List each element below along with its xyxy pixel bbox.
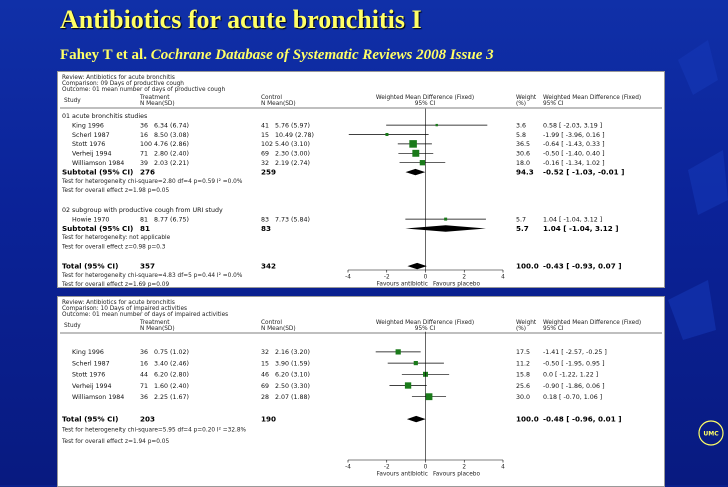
weight-percent: 3.6 — [516, 122, 527, 130]
control-n: 41 — [261, 122, 270, 130]
treatment-n: 16 — [140, 131, 149, 139]
forest-plot-2-svg — [58, 297, 664, 486]
total-row-label: Total (95% CI) — [62, 261, 119, 271]
treatment-n: 36 — [140, 394, 149, 401]
x-axis-tick-label: -2 — [383, 464, 390, 471]
wmd-ci-value: -0.16 [ -1.34, 1.02 ] — [543, 160, 605, 167]
treatment-n: 71 — [140, 150, 149, 158]
header-treatment-sub: N Mean(SD) — [140, 326, 175, 332]
header-treatment-sub: N Mean(SD) — [140, 101, 175, 107]
treatment-n: 81 — [140, 216, 149, 224]
header-weight-unit: (%) — [516, 326, 527, 332]
pooled-effect-diamond — [406, 169, 426, 175]
control-mean-sd: 5.76 (5.97) — [275, 122, 310, 130]
header-wmd-values: Weighted Mean Difference (Fixed) — [543, 95, 642, 101]
control-mean-sd: 5.40 (3.10) — [275, 141, 310, 149]
control-n: 69 — [261, 382, 270, 390]
favours-antibiotic-label: Favours antibiotic — [376, 471, 428, 478]
wmd-ci-value: 1.04 [ -1.04, 3.12 ] — [543, 223, 619, 233]
comparison-title: Comparison: 09 Days of productive cough — [62, 81, 184, 87]
test-note: Test for heterogeneity chi-square=5.95 df=4 p=0.20 I² =32.8% — [62, 427, 247, 434]
x-axis-tick-label: -4 — [345, 274, 351, 281]
outcome-title: Outcome: 01 mean number of days of productive cough — [62, 87, 226, 93]
x-axis-tick-label: 0 — [423, 274, 428, 281]
wmd-ci-value: -0.50 [ -1.95, 0.95 ] — [543, 360, 605, 368]
wmd-ci-value: -0.64 [ -1.43, 0.33 ] — [543, 141, 605, 149]
test-note: Test for heterogeneity: not applicable — [62, 235, 171, 242]
treatment-n: 16 — [140, 360, 149, 368]
wmd-ci-value: -0.52 [ -1.03, -0.01 ] — [543, 167, 625, 177]
wmd-ci-value: -0.90 [ -1.86, 0.06 ] — [543, 382, 605, 390]
total-row-label: Total (95% CI) — [62, 414, 119, 424]
weight-percent: 11.2 — [516, 360, 531, 368]
control-mean-sd: 2.16 (3.20) — [275, 349, 310, 357]
header-weight: Weight — [516, 95, 537, 101]
treatment-n: 36 — [140, 349, 149, 357]
header-wmd: Weighted Mean Difference (Fixed) — [375, 320, 475, 326]
study-row-label: Stott 1976 — [72, 371, 106, 379]
control-n: 32 — [261, 160, 270, 167]
header-wmd-values-ci: 95% CI — [543, 326, 564, 332]
control-mean-sd: 2.50 (3.30) — [275, 382, 310, 390]
wmd-ci-value: -1.41 [ -2.57, -0.25 ] — [543, 349, 607, 357]
effect-marker — [426, 393, 433, 400]
effect-marker — [396, 349, 401, 354]
control-n: 102 — [261, 141, 274, 149]
comparison-title: Comparison: 10 Days of impaired activities — [62, 306, 188, 312]
header-wmd-values-ci: 95% CI — [543, 101, 564, 107]
control-n: 28 — [261, 394, 270, 401]
treatment-mean-sd: 1.60 (2.40) — [154, 382, 189, 390]
test-note: Test for overall effect z=1.98 p=0.05 — [62, 188, 170, 195]
test-note: Test for heterogeneity chi-square=4.83 df=5 p=0.44 I² =0.0% — [62, 272, 243, 279]
subtitle-source: Cochrane Database of Systematic Reviews 2008 Issue 3 — [150, 47, 494, 63]
treatment-n: 203 — [140, 414, 156, 424]
control-n: 83 — [261, 223, 272, 233]
effect-marker — [385, 133, 388, 136]
header-control-sub: N Mean(SD) — [261, 101, 296, 107]
study-row-label: Williamson 1984 — [72, 160, 125, 167]
header-wmd-values: Weighted Mean Difference (Fixed) — [543, 320, 642, 326]
favours-placebo-label: Favours placebo — [432, 281, 481, 287]
control-mean-sd: 7.73 (5.84) — [275, 216, 310, 224]
subgroup-heading: 02 subgroup with productive cough from URI study — [62, 207, 223, 214]
x-axis-tick-label: -2 — [383, 274, 390, 281]
header-treatment: Treatment — [140, 95, 170, 101]
weight-percent: 30.0 — [516, 394, 531, 401]
wmd-ci-value: 0.18 [ -0.70, 1.06 ] — [543, 394, 603, 401]
forest-plot-productive-cough — [57, 71, 665, 288]
weight-percent: 30.6 — [516, 150, 531, 158]
study-row-label: King 1996 — [72, 349, 104, 357]
x-axis-tick-label: 2 — [462, 464, 467, 471]
effect-marker — [414, 361, 418, 365]
wmd-ci-value: 0.0 [ -1.22, 1.22 ] — [543, 371, 599, 379]
wmd-ci-value: 0.58 [ -2.03, 3.19 ] — [543, 122, 603, 130]
forest-plot-1-svg — [58, 72, 664, 287]
slide-title: Antibiotics for acute bronchitis I — [60, 5, 422, 34]
weight-percent: 17.5 — [516, 349, 531, 357]
favours-antibiotic-label: Favours antibiotic — [376, 281, 428, 287]
control-mean-sd: 2.07 (1.88) — [275, 394, 310, 401]
treatment-n: 81 — [140, 223, 151, 233]
treatment-mean-sd: 6.20 (2.80) — [154, 371, 189, 379]
study-row-label: Verheij 1994 — [72, 382, 112, 390]
control-n: 46 — [261, 371, 270, 379]
effect-marker — [405, 382, 411, 388]
header-treatment: Treatment — [140, 320, 170, 326]
effect-marker — [444, 218, 447, 221]
umc-star-logo-icon — [698, 420, 724, 446]
test-note: Test for overall effect z=1.69 p=0.09 — [62, 282, 170, 287]
header-weight: Weight — [516, 320, 537, 326]
control-n: 69 — [261, 150, 270, 158]
review-title: Review: Antibiotics for acute bronchitis — [62, 75, 175, 81]
x-axis-tick-label: 4 — [501, 464, 505, 471]
pooled-effect-diamond — [405, 225, 486, 231]
x-axis-tick-label: 2 — [462, 274, 467, 281]
weight-percent: 5.8 — [516, 131, 527, 139]
weight-percent: 94.3 — [516, 167, 534, 177]
study-row-label: Scherl 1987 — [72, 131, 110, 139]
treatment-n: 100 — [140, 141, 153, 149]
treatment-mean-sd: 3.40 (2.46) — [154, 360, 189, 368]
weight-percent: 18.0 — [516, 160, 531, 167]
control-mean-sd: 6.20 (3.10) — [275, 371, 310, 379]
control-mean-sd: 10.49 (2.78) — [275, 131, 314, 139]
weight-percent: 5.7 — [516, 216, 527, 224]
header-wmd: Weighted Mean Difference (Fixed) — [375, 95, 475, 101]
control-n: 15 — [261, 360, 270, 368]
x-axis-tick-label: -4 — [345, 464, 351, 471]
wmd-ci-value: 1.04 [ -1.04, 3.12 ] — [543, 216, 603, 224]
control-mean-sd: 2.19 (2.74) — [275, 160, 310, 167]
control-mean-sd: 3.90 (1.59) — [275, 360, 310, 368]
header-wmd-ci: 95% CI — [414, 101, 436, 107]
weight-percent: 25.6 — [516, 382, 531, 390]
treatment-mean-sd: 6.34 (6.74) — [154, 122, 189, 130]
header-study: Study — [64, 323, 81, 329]
test-note: Test for overall effect z=1.94 p=0.05 — [62, 438, 170, 445]
test-note: Test for overall effect z=0.98 p=0.3 — [62, 244, 166, 251]
study-row-label: Stott 1976 — [72, 141, 106, 149]
control-mean-sd: 2.30 (3.00) — [275, 150, 310, 158]
treatment-mean-sd: 8.50 (3.08) — [154, 131, 189, 139]
header-weight-unit: (%) — [516, 101, 527, 107]
treatment-mean-sd: 0.75 (1.02) — [154, 349, 189, 357]
treatment-mean-sd: 2.25 (1.67) — [154, 394, 189, 401]
control-n: 259 — [261, 167, 277, 177]
wmd-ci-value: -0.43 [ -0.93, 0.07 ] — [543, 261, 622, 271]
study-row-label: Verheij 1994 — [72, 150, 112, 158]
favours-placebo-label: Favours placebo — [432, 471, 481, 478]
study-row-label: King 1996 — [72, 122, 104, 130]
effect-marker — [409, 140, 417, 148]
treatment-n: 71 — [140, 382, 149, 390]
wmd-ci-value: -1.99 [ -3.96, 0.16 ] — [543, 131, 605, 139]
test-note: Test for heterogeneity chi-square=2.80 df=4 p=0.59 I² =0.0% — [62, 178, 243, 185]
study-row-label: Scherl 1987 — [72, 360, 110, 368]
treatment-mean-sd: 4.76 (2.86) — [154, 141, 189, 149]
control-n: 342 — [261, 261, 277, 271]
control-n: 190 — [261, 414, 277, 424]
control-n: 83 — [261, 216, 270, 224]
treatment-mean-sd: 2.80 (2.40) — [154, 150, 189, 158]
pooled-effect-diamond — [407, 416, 426, 422]
treatment-n: 357 — [140, 261, 156, 271]
header-control-sub: N Mean(SD) — [261, 326, 296, 332]
effect-marker — [420, 160, 425, 165]
weight-percent: 36.5 — [516, 141, 531, 149]
treatment-n: 44 — [140, 371, 149, 379]
subtitle-authors: Fahey T et al. — [60, 47, 147, 63]
forest-plot-impaired-activities — [57, 296, 665, 487]
treatment-mean-sd: 8.77 (6.75) — [154, 216, 189, 224]
review-title: Review: Antibiotics for acute bronchitis — [62, 300, 175, 306]
wmd-ci-value: -0.50 [ -1.40, 0.40 ] — [543, 150, 605, 158]
weight-percent: 100.0 — [516, 414, 539, 424]
effect-marker — [436, 124, 438, 126]
treatment-mean-sd: 2.03 (2.21) — [154, 160, 189, 167]
subgroup-heading: 01 acute bronchitis studies — [62, 113, 148, 120]
wmd-ci-value: -0.48 [ -0.96, 0.01 ] — [543, 414, 622, 424]
logo-text: UMC — [703, 430, 719, 438]
treatment-n: 276 — [140, 167, 156, 177]
study-row-label: Williamson 1984 — [72, 394, 125, 401]
subtotal-row-label: Subtotal (95% CI) — [62, 223, 134, 233]
weight-percent: 5.7 — [516, 223, 529, 233]
outcome-title: Outcome: 01 mean number of days of impaired activities — [62, 312, 229, 318]
header-control: Control — [261, 320, 282, 326]
control-n: 15 — [261, 131, 270, 139]
subtotal-row-label: Subtotal (95% CI) — [62, 167, 134, 177]
x-axis-tick-label: 4 — [501, 274, 505, 281]
weight-percent: 15.8 — [516, 371, 531, 379]
effect-marker — [412, 150, 419, 157]
header-study: Study — [64, 98, 81, 104]
slide-subtitle — [60, 45, 494, 65]
control-n: 32 — [261, 349, 270, 357]
header-wmd-ci: 95% CI — [414, 326, 436, 332]
treatment-n: 36 — [140, 122, 149, 130]
study-row-label: Howie 1970 — [72, 216, 110, 224]
pooled-effect-diamond — [407, 263, 426, 269]
header-control: Control — [261, 95, 282, 101]
treatment-n: 39 — [140, 160, 149, 167]
weight-percent: 100.0 — [516, 261, 539, 271]
x-axis-tick-label: 0 — [423, 464, 428, 471]
